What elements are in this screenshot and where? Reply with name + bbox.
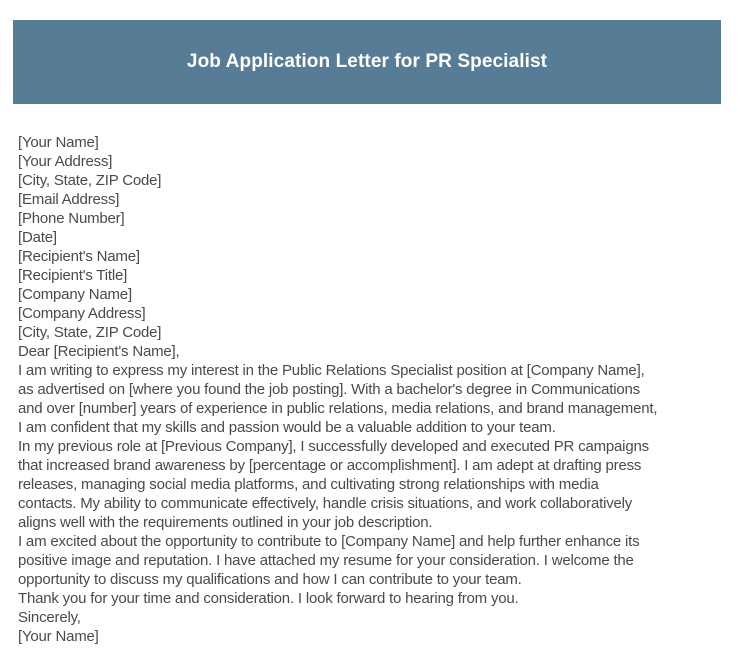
letter-line: [Your Name] [18,628,99,645]
letter-line: [Date] [18,229,57,246]
letter-line: and over [number] years of experience in public relations, media relations, and brand management, [18,400,658,417]
letter-line: Dear [Recipient's Name], [18,343,180,360]
letter-line: [City, State, ZIP Code] [18,172,162,189]
letter-line: [Phone Number] [18,210,125,227]
letter-line: [Company Address] [18,305,146,322]
letter-line: that increased brand awareness by [percentage or accomplishment]. I am adept at drafting press [18,457,642,474]
letter-line: [Your Name] [18,134,99,151]
header-band [13,20,721,104]
letter-line: [Your Address] [18,153,113,170]
letter-body [18,133,730,646]
letter-line: I am confident that my skills and passion would be a valuable addition to your team. [18,419,556,436]
letter-line: Sincerely, [18,609,81,626]
letter-line: [Recipient's Name] [18,248,140,265]
letter-line: I am excited about the opportunity to contribute to [Company Name] and help further enhance its [18,533,640,550]
letter-line: positive image and reputation. I have attached my resume for your consideration. I welcome the [18,552,634,569]
letter-line: In my previous role at [Previous Company], I successfully developed and executed PR campaigns [18,438,649,455]
letter-line: [Recipient's Title] [18,267,128,284]
letter-line: I am writing to express my interest in the Public Relations Specialist position at [Company Name], [18,362,645,379]
letter-line: aligns well with the requirements outlined in your job description. [18,514,433,531]
page-title: Job Application Letter for PR Specialist [186,51,548,72]
letter-line: opportunity to discuss my qualifications and how I can contribute to your team. [18,571,522,588]
letter-line: contacts. My ability to communicate effectively, handle crisis situations, and work collaboratively [18,495,633,512]
letter-line: Thank you for your time and consideration. I look forward to hearing from you. [18,590,519,607]
letter-line: [Email Address] [18,191,120,208]
letter-line: releases, managing social media platforms, and cultivating strong relationships with media [18,476,599,493]
letter-line: [City, State, ZIP Code] [18,324,162,341]
letter-line: as advertised on [where you found the job posting]. With a bachelor's degree in Communications [18,381,640,398]
letter-line: [Company Name] [18,286,132,303]
